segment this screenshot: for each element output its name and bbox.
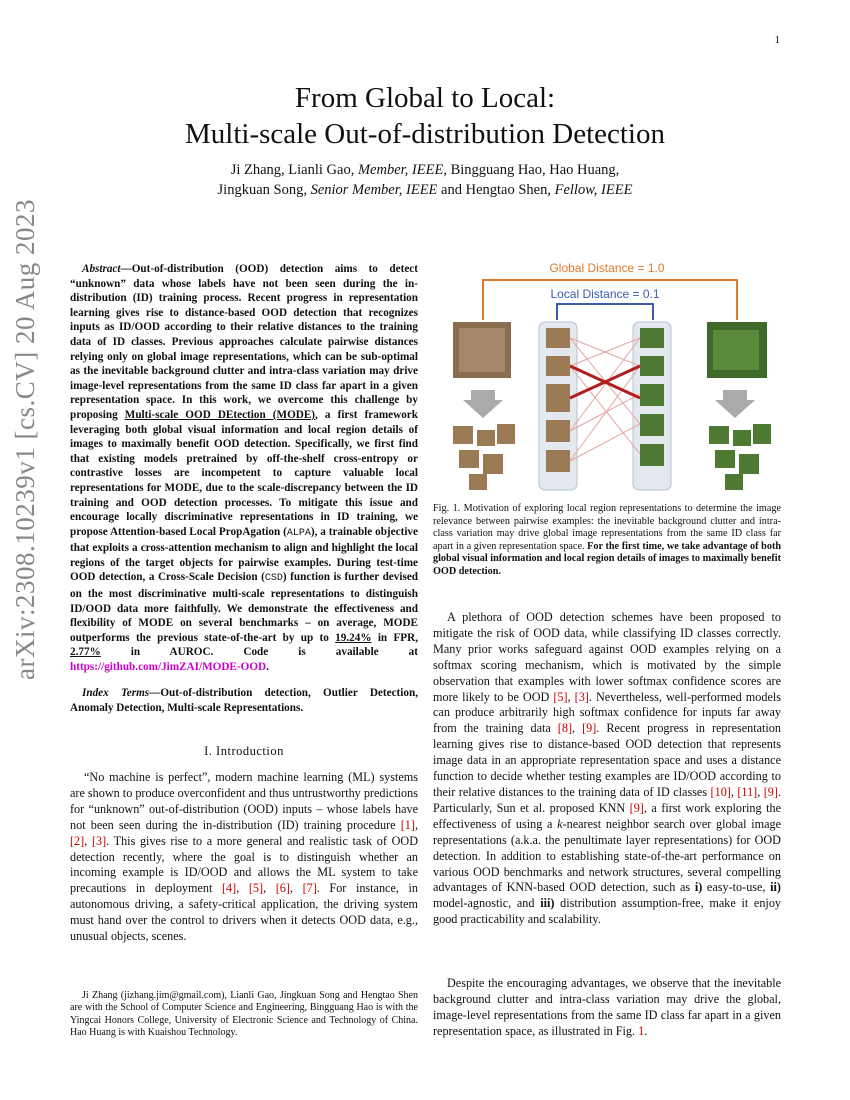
figure-caption: Fig. 1. Motivation of exploring local region representations to determine the image relevance between pairwise examples: the inevitable background clutter and intra-class variation may drive global image representations from the same ID class far apart in a given representation space. For the first time, we take advantage of both global visual information and local region details of images to maximally benefit OOD detection. [433,503,781,577]
arxiv-stamp[interactable]: arXiv:2308.10239v1 [cs.CV] 20 Aug 2023 [10,199,40,680]
authors-line-2: Jingkuan Song, Senior Member, IEEE and Hengtao Shen, Fellow, IEEE [217,182,633,198]
arrow-down-icon [715,390,755,418]
citation[interactable]: [9] [763,784,778,799]
code-link[interactable]: https://github.com/JimZAI/MODE-OOD [70,661,267,674]
paper-title [0,80,850,152]
footnote: Ji Zhang (jizhang.jim@gmail.com), Lianli Gao, Jingkuan Song and Hengtao Shen are with the School of Computer Science and Engineering, Bingguang Hao is with the Yingcai Honors College, University of Electronic Science and Technology of China. Hao Huang is with Kuaishou Technology. [70,990,418,1039]
citation[interactable]: [4] [221,881,237,896]
citation[interactable]: [11] [737,784,758,799]
authors [0,160,850,200]
citation[interactable]: [6] [275,881,290,896]
citation[interactable]: [5] [553,689,568,704]
page-number: 1 [774,34,780,46]
abstract: Abstract—Out-of-distribution (OOD) detection aims to detect “unknown” data whose labels have not been seen during the in-distribution (ID) training process. Recent progress in representation learning gives rise to distance-based OOD detection that recognizes inputs as ID/OOD according to their relative distances to the training data of ID classes. Previous approaches calculate pairwise distances relying only on global image representations, which can be sub-optimal as the inevitable background clutter and intra-class variation may drive image-level representations from the same ID class far apart in a given representation space. In this work, we overcome this challenge by proposing Multi-scale OOD DEtection (MODE), a first framework leveraging both global visual information and local region details of images to maximally benefit OOD detection. Specifically, we first find that existing models pretrained by off-the-shelf cross-entropy or contrastive losses are incompetent to capture valuable local representations for MODE, due to the scale-discrepancy between the ID training and OOD detection processes. To mitigate this issue and encourage locally discriminative representations in ID training, we propose Attention-based Local PropAgation (ALPA), a trainable objective that exploits a cross-attention mechanism to align and highlight the local regions of the target objects for pairwise examples. During test-time OOD detection, a Cross-Scale Decision (CSD) function is further devised on the most discriminative multi-scale representations to distinguish ID/OOD data more faithfully. We demonstrate the effectiveness and flexibility of MODE on several benchmarks – on average, MODE outperforms the previous state-of-the-art by up to 19.24% in FPR, 2.77% in AUROC. Code is available at https://github.com/JimZAI/MODE-OOD. [70,263,419,674]
right-paragraph-1: A plethora of OOD detection schemes have been proposed to mitigate the risk of OOD data, while classifying ID classes correctly. Many prior works safeguard against OOD examples relying on a softmax scoring mechanism, which is motivated by the simple observation that examples with lower softmax confidence scores are more likely to be OOD [5], [3]. Nevertheless, well-performed models can produce arbitrarily high softmax confidence for inputs far away from the training data [8], [9]. Recent progress in representation learning gives rise to distance-based OOD detection that represents image data in an appropriate representation space and uses a distance function to decide whether testing examples are ID/OOD according to their relative distances to the training data of ID classes [10], [11], [9]. Particularly, Sun et al. proposed KNN [9], a first work exploring the effectiveness of using a k-nearest neighbor search over global image representations (a.k.a. the penultimate layer representations) for OOD detection. In addition to establishing state-of-the-art performance on various OOD benchmarks and network structures, several compelling advantages of KNN-based OOD detection, such as i) easy-to-use, ii) model-agnostic, and iii) distribution assumption-free, make it enjoy good practicability and scalability. [433,610,782,927]
title-line-2: Multi-scale Out-of-distribution Detection [184,118,665,150]
citation[interactable]: [7] [302,881,317,896]
citation[interactable]: [9] [629,800,644,815]
local-distance-bracket [557,304,653,320]
citation[interactable]: [10] [710,784,731,799]
section-heading: I. Introduction [204,744,284,758]
citation[interactable]: [5] [248,881,264,896]
citation[interactable]: [1] [400,817,415,832]
citation[interactable]: [3] [574,689,589,704]
local-distance-label: Local Distance = 0.1 [550,287,660,301]
figure-1 [445,258,785,498]
arrow-down-icon [463,390,503,418]
citation[interactable]: [8] [557,721,573,736]
index-terms: Index Terms—Out-of-distribution detection, Outlier Detection, Anomaly Detection, Multi-scale Representations. [70,687,418,714]
title-line-1: From Global to Local: [294,82,556,114]
citation[interactable]: [3] [91,833,107,848]
right-paragraph-2: Despite the encouraging advantages, we observe that the inevitable background clutter and intra-class variation may drive the global, image-level representations from the same ID class far apart in a given representation space, as illustrated in Fig. 1. [433,976,781,1038]
authors-line-1: Ji Zhang, Lianli Gao, Member, IEEE, Bingguang Hao, Hao Huang, [230,162,620,178]
figure-reference[interactable]: 1 [638,1023,645,1038]
citation[interactable]: [9] [582,721,597,736]
citation[interactable]: [2] [70,833,85,848]
global-distance-label: Global Distance = 1.0 [549,261,665,275]
intro-paragraph: “No machine is perfect”, modern machine learning (ML) systems are shown to produce overconfident and thus untrustworthy predictions for “unknown” out-of-distribution (OOD) inputs – whose labels have not been seen during the in-distribution (ID) training procedure [1], [2], [3]. This gives rise to a more general and realistic task of OOD detection recently, where the goal is to distinguish whether an incoming example is ID/OOD and allows the ML system to take precautions in deployment [4], [5], [6], [7]. For instance, in autonomous driving, a safety-critical application, the driving system must hand over the control to drivers when it detects OOD data, e.g., unusual objects, scenes. [70,770,419,944]
